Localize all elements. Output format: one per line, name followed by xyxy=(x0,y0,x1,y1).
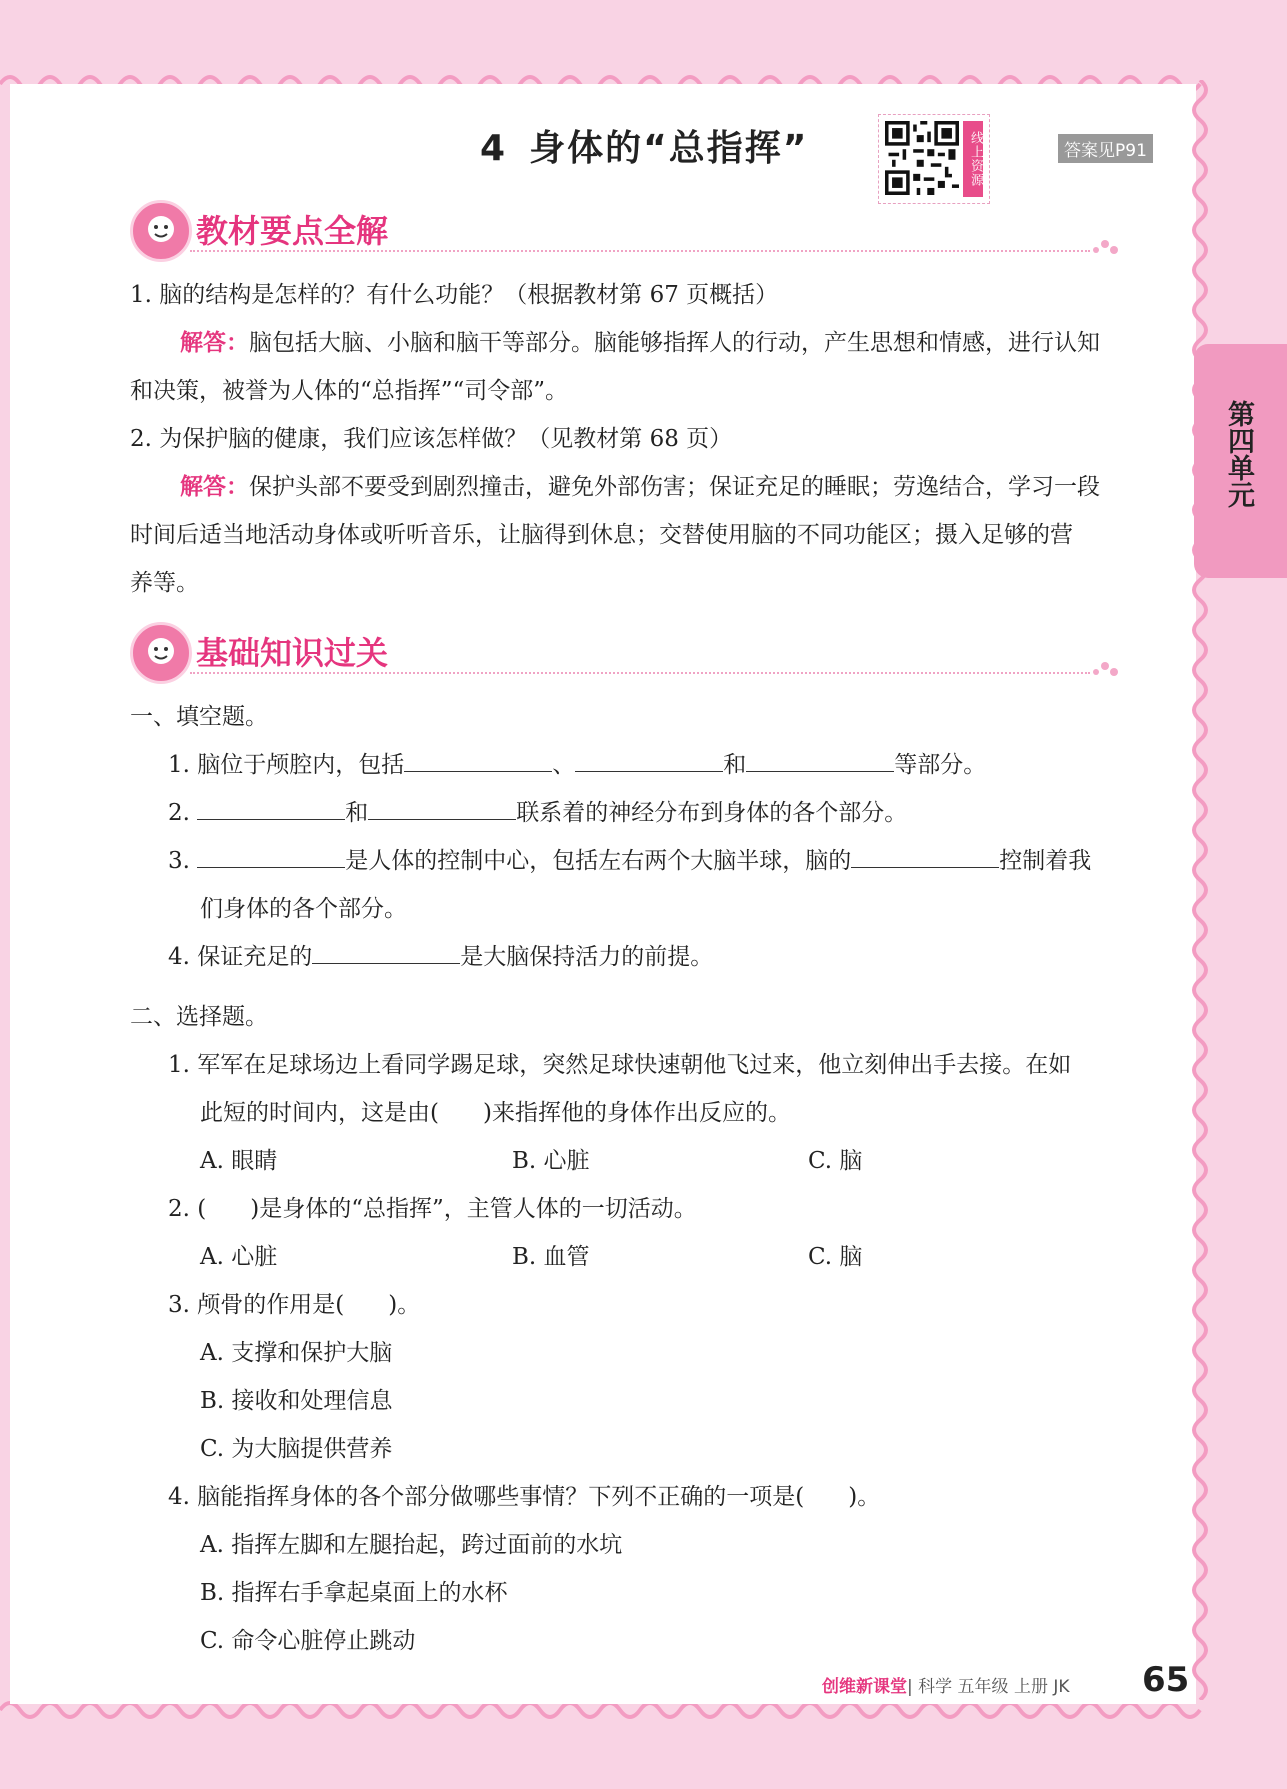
answer-2-line-2: 时间后适当地活动身体或听听音乐，让脑得到休息；交替使用脑的不同功能区；摄入足够的营 xyxy=(130,522,1073,548)
section-divider xyxy=(190,672,1090,674)
answer-blank[interactable] xyxy=(197,845,345,868)
footer-info xyxy=(822,1672,1070,1697)
fill-question-2 xyxy=(168,794,907,827)
choice-q3-text-b: )。 xyxy=(388,1292,421,1318)
option-b[interactable]: B. 接收和处理信息 xyxy=(200,1388,393,1414)
answer-2-text-1: 保护头部不要受到剧烈撞击，避免外部伤害；保证充足的睡眠；劳逸结合，学习一段 xyxy=(249,474,1100,500)
fill-question-3 xyxy=(168,842,1091,875)
section-title: 教材要点全解 xyxy=(196,212,389,250)
choice-question-1-line-1: 1. 军军在足球场边上看同学踢足球，突然足球快速朝他飞过来，他立刻伸出手去接。在如 xyxy=(168,1052,1072,1078)
answer-2-line-3: 养等。 xyxy=(130,570,199,596)
fill-q1-text-a: 1. 脑位于颅腔内，包括 xyxy=(168,752,405,778)
answer-blank[interactable] xyxy=(197,797,345,820)
option-a[interactable]: A. 眼睛 xyxy=(200,1148,278,1174)
option-c[interactable]: C. 脑 xyxy=(808,1244,863,1270)
section-heading-basic-knowledge xyxy=(130,622,1180,682)
choice-q2-text-b: )是身体的“总指挥”，主管人体的一切活动。 xyxy=(250,1196,697,1222)
section-title: 基础知识过关 xyxy=(196,634,389,672)
question-1: 1. 脑的结构是怎样的？有什么功能？（根据教材第 67 页概括） xyxy=(130,282,779,308)
qr-code-block[interactable] xyxy=(878,114,990,204)
footer-course-info: | 科学 五年级 上册 JK xyxy=(907,1677,1070,1697)
answer-label: 解答： xyxy=(180,474,249,500)
answer-1-text-1: 脑包括大脑、小脑和脑干等部分。脑能够指挥人的行动，产生思想和情感，进行认知 xyxy=(249,330,1100,356)
fill-q4-text-b: 是大脑保持活力的前提。 xyxy=(460,944,714,970)
choice-q1-text-b: )来指挥他的身体作出反应的。 xyxy=(482,1100,791,1126)
answer-blank[interactable] xyxy=(746,749,894,772)
lesson-title-text: 身体的“总指挥” xyxy=(529,128,809,169)
answer-blank[interactable] xyxy=(404,749,552,772)
option-b[interactable]: B. 心脏 xyxy=(512,1148,590,1174)
decorative-dots-icon xyxy=(1090,238,1120,262)
option-a[interactable]: A. 指挥左脚和左腿抬起，跨过面前的水坑 xyxy=(200,1532,623,1558)
fill-q1-text-b: 、 xyxy=(552,752,576,778)
fill-question-1 xyxy=(168,746,986,779)
section-heading-key-points xyxy=(130,200,1180,260)
choice-q4-text-b: )。 xyxy=(848,1484,881,1510)
wave-border-right xyxy=(1180,80,1220,1700)
option-a[interactable]: A. 支撑和保护大脑 xyxy=(200,1340,393,1366)
decorative-dots-icon xyxy=(1090,660,1120,684)
option-c[interactable]: C. 命令心脏停止跳动 xyxy=(200,1628,416,1654)
fill-question-4 xyxy=(168,938,713,971)
lesson-title xyxy=(480,120,808,171)
choice-q1-text-a: 此短的时间内，这是由( xyxy=(200,1100,439,1126)
answer-2-line-1 xyxy=(180,468,1100,501)
fill-q3-text-b: 是人体的控制中心，包括左右两个大脑半球，脑的 xyxy=(345,848,852,874)
option-a[interactable]: A. 心脏 xyxy=(200,1244,278,1270)
answer-blank[interactable] xyxy=(368,797,516,820)
answer-1-line-1 xyxy=(180,324,1100,357)
option-b[interactable]: B. 血管 xyxy=(512,1244,590,1270)
option-c[interactable]: C. 脑 xyxy=(808,1148,863,1174)
fill-q2-text-b: 和 xyxy=(345,800,369,826)
choice-q3-text-a: 3. 颅骨的作用是( xyxy=(168,1292,345,1318)
choice-question-3 xyxy=(168,1286,420,1319)
choice-question-1-line-2 xyxy=(200,1094,791,1127)
section-divider xyxy=(190,250,1090,252)
cartoon-avatar-icon xyxy=(130,200,192,262)
fill-q1-text-c: 和 xyxy=(723,752,747,778)
question-2: 2. 为保护脑的健康，我们应该怎样做？（见教材第 68 页） xyxy=(130,426,733,452)
fill-q2-number: 2. xyxy=(168,800,190,826)
qr-label: 线上资源 xyxy=(963,121,983,197)
fill-q3-number: 3. xyxy=(168,848,190,874)
answer-1-line-2: 和决策，被誉为人体的“总指挥”“司令部”。 xyxy=(130,378,569,404)
choice-question-2-options xyxy=(200,1238,862,1271)
answer-reference-badge: 答案见P91 xyxy=(1058,134,1153,163)
choice-q4-text-a: 4. 脑能指挥身体的各个部分做哪些事情？下列不正确的一项是( xyxy=(168,1484,805,1510)
unit-side-tab[interactable] xyxy=(1194,344,1287,578)
option-c[interactable]: C. 为大脑提供营养 xyxy=(200,1436,393,1462)
cartoon-avatar-icon xyxy=(130,622,192,684)
page-number: 65 xyxy=(1142,1660,1190,1700)
choice-question-4 xyxy=(168,1478,880,1511)
option-b[interactable]: B. 指挥右手拿起桌面上的水杯 xyxy=(200,1580,508,1606)
qr-code-icon[interactable] xyxy=(885,121,959,195)
fill-q3-text-c: 控制着我 xyxy=(999,848,1092,874)
fill-in-heading: 一、填空题。 xyxy=(130,704,268,730)
choice-question-1-options xyxy=(200,1142,862,1175)
fill-q1-text-d: 等部分。 xyxy=(894,752,987,778)
choice-q2-text-a: 2. ( xyxy=(168,1196,207,1222)
lesson-number: 4 xyxy=(480,128,508,169)
answer-blank[interactable] xyxy=(312,941,460,964)
footer-brand: 创维新课堂 xyxy=(822,1677,907,1697)
fill-q4-text-a: 4. 保证充足的 xyxy=(168,944,313,970)
answer-label: 解答： xyxy=(180,330,249,356)
answer-blank[interactable] xyxy=(575,749,723,772)
choice-question-2 xyxy=(168,1190,697,1223)
fill-question-3-cont: 们身体的各个部分。 xyxy=(200,896,407,922)
answer-blank[interactable] xyxy=(851,845,999,868)
choice-heading: 二、选择题。 xyxy=(130,1004,268,1030)
fill-q2-text-c: 联系着的神经分布到身体的各个部分。 xyxy=(516,800,908,826)
unit-side-tab-label: 第四单元 xyxy=(1223,400,1254,508)
